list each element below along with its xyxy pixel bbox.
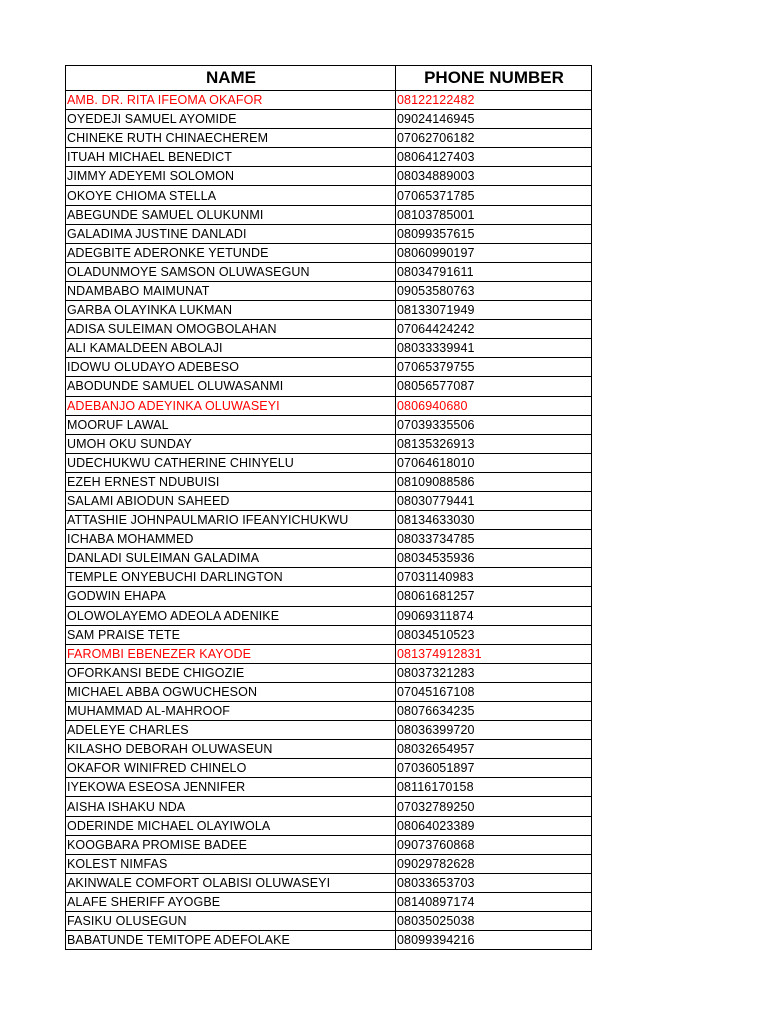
- header-row: [66, 66, 592, 91]
- contact-name-cell: ALAFE SHERIFF AYOGBE: [66, 892, 396, 911]
- contact-name-cell: MICHAEL ABBA OGWUCHESON: [66, 682, 396, 701]
- contact-name-cell: BABATUNDE TEMITOPE ADEFOLAKE: [66, 931, 396, 950]
- contact-name-cell: OFORKANSI BEDE CHIGOZIE: [66, 663, 396, 682]
- table-row: [66, 663, 592, 682]
- contact-name-cell: AISHA ISHAKU NDA: [66, 797, 396, 816]
- contact-name-cell: ABODUNDE SAMUEL OLUWASANMI: [66, 377, 396, 396]
- phone-number-cell: 07064424242: [396, 320, 592, 339]
- contact-name-cell: MUHAMMAD AL-MAHROOF: [66, 702, 396, 721]
- phone-number-cell: 08109088586: [396, 472, 592, 491]
- phone-number-cell: 08034889003: [396, 167, 592, 186]
- phone-number-cell: 08037321283: [396, 663, 592, 682]
- table-row: [66, 778, 592, 797]
- phone-number-cell: 09024146945: [396, 110, 592, 129]
- table-row: [66, 644, 592, 663]
- table-row: [66, 682, 592, 701]
- contact-name-cell: KOOGBARA PROMISE BADEE: [66, 835, 396, 854]
- contact-name-cell: ADELEYE CHARLES: [66, 721, 396, 740]
- contact-name-cell: ADEGBITE ADERONKE YETUNDE: [66, 243, 396, 262]
- phone-number-cell: 09073760868: [396, 835, 592, 854]
- table-row: [66, 759, 592, 778]
- table-row: [66, 415, 592, 434]
- table-row: [66, 301, 592, 320]
- phone-number-cell: 07045167108: [396, 682, 592, 701]
- contact-name-cell: SALAMI ABIODUN SAHEED: [66, 491, 396, 510]
- phone-number-cell: 081374912831: [396, 644, 592, 663]
- contact-name-cell: OLOWOLAYEMO ADEOLA ADENIKE: [66, 606, 396, 625]
- phone-number-cell: 07064618010: [396, 453, 592, 472]
- table-row: [66, 472, 592, 491]
- phone-number-cell: 07065371785: [396, 186, 592, 205]
- table-row: [66, 91, 592, 110]
- contact-name-cell: GALADIMA JUSTINE DANLADI: [66, 224, 396, 243]
- table-row: [66, 129, 592, 148]
- phone-number-cell: 07031140983: [396, 568, 592, 587]
- table-row: [66, 320, 592, 339]
- phone-number-cell: 08134633030: [396, 511, 592, 530]
- contact-name-cell: ADEBANJO ADEYINKA OLUWASEYI: [66, 396, 396, 415]
- contact-name-cell: CHINEKE RUTH CHINAECHEREM: [66, 129, 396, 148]
- phone-number-cell: 08122122482: [396, 91, 592, 110]
- phone-number-cell: 08032654957: [396, 740, 592, 759]
- contact-name-cell: ITUAH MICHAEL BENEDICT: [66, 148, 396, 167]
- phone-number-cell: 08030779441: [396, 491, 592, 510]
- phone-number-cell: 07032789250: [396, 797, 592, 816]
- table-row: [66, 606, 592, 625]
- table-row: [66, 740, 592, 759]
- table-row: [66, 912, 592, 931]
- phone-number-cell: 08033339941: [396, 339, 592, 358]
- table-row: [66, 721, 592, 740]
- phone-number-cell: 08033653703: [396, 873, 592, 892]
- table-row: [66, 262, 592, 281]
- table-row: [66, 110, 592, 129]
- contact-name-cell: ALI KAMALDEEN ABOLAJI: [66, 339, 396, 358]
- phone-number-cell: 09053580763: [396, 281, 592, 300]
- contact-name-cell: OKOYE CHIOMA STELLA: [66, 186, 396, 205]
- table-row: [66, 243, 592, 262]
- table-row: [66, 453, 592, 472]
- phone-number-cell: 07062706182: [396, 129, 592, 148]
- table-row: [66, 148, 592, 167]
- table-row: [66, 702, 592, 721]
- phone-number-cell: 08033734785: [396, 530, 592, 549]
- table-row: [66, 797, 592, 816]
- phone-number-cell: 08064127403: [396, 148, 592, 167]
- contact-name-cell: UMOH OKU SUNDAY: [66, 434, 396, 453]
- phone-number-cell: 07036051897: [396, 759, 592, 778]
- contact-name-cell: IDOWU OLUDAYO ADEBESO: [66, 358, 396, 377]
- phone-number-cell: 07065379755: [396, 358, 592, 377]
- table-row: [66, 358, 592, 377]
- table-row: [66, 339, 592, 358]
- contact-name-cell: FAROMBI EBENEZER KAYODE: [66, 644, 396, 663]
- phone-number-cell: 08061681257: [396, 587, 592, 606]
- table-row: [66, 491, 592, 510]
- table-row: [66, 167, 592, 186]
- phone-number-cell: 08140897174: [396, 892, 592, 911]
- table-row: [66, 434, 592, 453]
- phone-number-cell: 08060990197: [396, 243, 592, 262]
- contact-sheet: [65, 65, 591, 950]
- contact-name-cell: ATTASHIE JOHNPAULMARIO IFEANYICHUKWU: [66, 511, 396, 530]
- contact-table: [65, 65, 592, 950]
- phone-number-cell: 08076634235: [396, 702, 592, 721]
- table-row: [66, 835, 592, 854]
- contact-name-cell: JIMMY ADEYEMI SOLOMON: [66, 167, 396, 186]
- contact-name-cell: ICHABA MOHAMMED: [66, 530, 396, 549]
- table-row: [66, 816, 592, 835]
- contact-name-cell: GARBA OLAYINKA LUKMAN: [66, 301, 396, 320]
- contact-name-cell: MOORUF LAWAL: [66, 415, 396, 434]
- phone-number-cell: 08099394216: [396, 931, 592, 950]
- phone-number-cell: 08035025038: [396, 912, 592, 931]
- table-row: [66, 396, 592, 415]
- contact-rows: [66, 91, 592, 950]
- contact-name-cell: FASIKU OLUSEGUN: [66, 912, 396, 931]
- phone-column-header: PHONE NUMBER: [396, 66, 592, 91]
- table-row: [66, 205, 592, 224]
- phone-number-cell: 07039335506: [396, 415, 592, 434]
- table-row: [66, 377, 592, 396]
- phone-number-cell: 08099357615: [396, 224, 592, 243]
- contact-name-cell: TEMPLE ONYEBUCHI DARLINGTON: [66, 568, 396, 587]
- contact-name-cell: ODERINDE MICHAEL OLAYIWOLA: [66, 816, 396, 835]
- contact-name-cell: IYEKOWA ESEOSA JENNIFER: [66, 778, 396, 797]
- phone-number-cell: 08034791611: [396, 262, 592, 281]
- phone-number-cell: 08135326913: [396, 434, 592, 453]
- table-row: [66, 224, 592, 243]
- phone-number-cell: 08056577087: [396, 377, 592, 396]
- contact-name-cell: AKINWALE COMFORT OLABISI OLUWASEYI: [66, 873, 396, 892]
- table-row: [66, 854, 592, 873]
- phone-number-cell: 08064023389: [396, 816, 592, 835]
- contact-name-cell: AMB. DR. RITA IFEOMA OKAFOR: [66, 91, 396, 110]
- table-row: [66, 530, 592, 549]
- contact-name-cell: ABEGUNDE SAMUEL OLUKUNMI: [66, 205, 396, 224]
- table-row: [66, 568, 592, 587]
- contact-name-cell: EZEH ERNEST NDUBUISI: [66, 472, 396, 491]
- phone-number-cell: 08034535936: [396, 549, 592, 568]
- phone-number-cell: 0806940680: [396, 396, 592, 415]
- contact-name-cell: GODWIN EHAPA: [66, 587, 396, 606]
- table-row: [66, 587, 592, 606]
- table-row: [66, 511, 592, 530]
- contact-name-cell: OLADUNMOYE SAMSON OLUWASEGUN: [66, 262, 396, 281]
- contact-name-cell: KILASHO DEBORAH OLUWASEUN: [66, 740, 396, 759]
- contact-name-cell: NDAMBABO MAIMUNAT: [66, 281, 396, 300]
- table-row: [66, 186, 592, 205]
- contact-name-cell: OYEDEJI SAMUEL AYOMIDE: [66, 110, 396, 129]
- table-row: [66, 892, 592, 911]
- phone-number-cell: 08034510523: [396, 625, 592, 644]
- phone-number-cell: 08103785001: [396, 205, 592, 224]
- name-column-header: NAME: [66, 66, 396, 91]
- contact-name-cell: SAM PRAISE TETE: [66, 625, 396, 644]
- table-row: [66, 873, 592, 892]
- phone-number-cell: 09069311874: [396, 606, 592, 625]
- contact-name-cell: UDECHUKWU CATHERINE CHINYELU: [66, 453, 396, 472]
- table-row: [66, 549, 592, 568]
- table-row: [66, 931, 592, 950]
- table-row: [66, 625, 592, 644]
- phone-number-cell: 09029782628: [396, 854, 592, 873]
- contact-name-cell: KOLEST NIMFAS: [66, 854, 396, 873]
- phone-number-cell: 08116170158: [396, 778, 592, 797]
- phone-number-cell: 08133071949: [396, 301, 592, 320]
- contact-name-cell: OKAFOR WINIFRED CHINELO: [66, 759, 396, 778]
- contact-name-cell: DANLADI SULEIMAN GALADIMA: [66, 549, 396, 568]
- phone-number-cell: 08036399720: [396, 721, 592, 740]
- contact-name-cell: ADISA SULEIMAN OMOGBOLAHAN: [66, 320, 396, 339]
- table-row: [66, 281, 592, 300]
